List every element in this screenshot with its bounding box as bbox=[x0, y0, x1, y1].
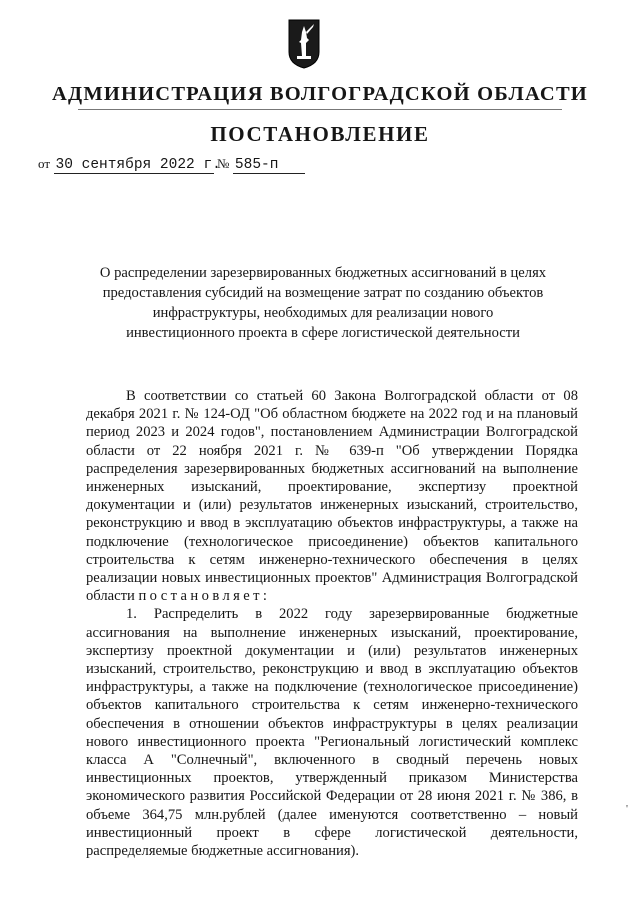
number-sign: № bbox=[217, 156, 230, 171]
document-type-title: ПОСТАНОВЛЕНИЕ bbox=[210, 122, 430, 146]
item-1-paragraph: 1. Распределить в 2022 году зарезервированные бюджетные ассигнования на выполнение инженерных изысканий, проектирование, экспертизу проектной документации и (или) результатов инженерных изысканий, строительство, реконструкцию и ввод в эксплуатацию объектов инфраструктуры, а также на подключение (технологическое присоединение) объектов капитального строительства к сетям инженерно-технического обеспечения в отношении объектов инфраструктуры в целях реализации нового инвестиционного проекта "Региональный логистический комплекс класса А "Солнечный", включенного в сводный перечень новых инвестиционных проектов, утвержденный приказом Министерства экономического развития Российской Федерации от 28 июня 2021 г. № 386, в объеме 364,75 млн.рублей (далее именуются соответственно – новый инвестиционный проект в сфере логистической деятельности, распределяемые бюджетные ассигнования). bbox=[86, 606, 578, 860]
document-subject: О распределении зарезервированных бюджетных ассигнований в целях предоставления субсидий на возмещение затрат по созданию объектов инфраструктуры, необходимых для реализации нового инвестиционного проекта в сфере логистической деятельности bbox=[99, 265, 547, 341]
decree-word: постановляет: bbox=[138, 588, 271, 605]
header-divider bbox=[78, 109, 562, 110]
document-number: 585-п bbox=[233, 157, 305, 174]
preamble-text: В соответствии со статьей 60 Закона Волгоградской области от 08 декабря 2021 г. № 124-ОД "Об областном бюджете на 2022 год и на плановый период 2023 и 2024 годов", постановлением Администрации Волгоградской области от 22 ноября 2021 г. № 639-п "Об утверждении Порядка распределения зарезервированных бюджетных ассигнований на выполнение инженерных изысканий, проектирование, экспертизу проектной документации и (или) результатов инженерных изысканий, строительство, реконструкцию и ввод в эксплуатацию объектов инфраструктуры, а также на подключение (технологическое присоединение) объектов капитального строительства к сетям инженерно-технического обеспечения в целях реализации новых инвестиционных проектов" Администрация Волгоградской области bbox=[86, 388, 578, 605]
date-prefix: от bbox=[38, 156, 51, 171]
coat-of-arms-emblem bbox=[287, 18, 321, 70]
date-number-line bbox=[38, 156, 305, 174]
organization-name: АДМИНИСТРАЦИЯ ВОЛГОГРАДСКОЙ ОБЛАСТИ bbox=[52, 83, 588, 105]
document-body bbox=[86, 387, 578, 860]
margin-mark: ' bbox=[626, 803, 628, 815]
preamble-paragraph bbox=[86, 387, 578, 605]
document-date: 30 сентября 2022 г. bbox=[55, 157, 221, 173]
